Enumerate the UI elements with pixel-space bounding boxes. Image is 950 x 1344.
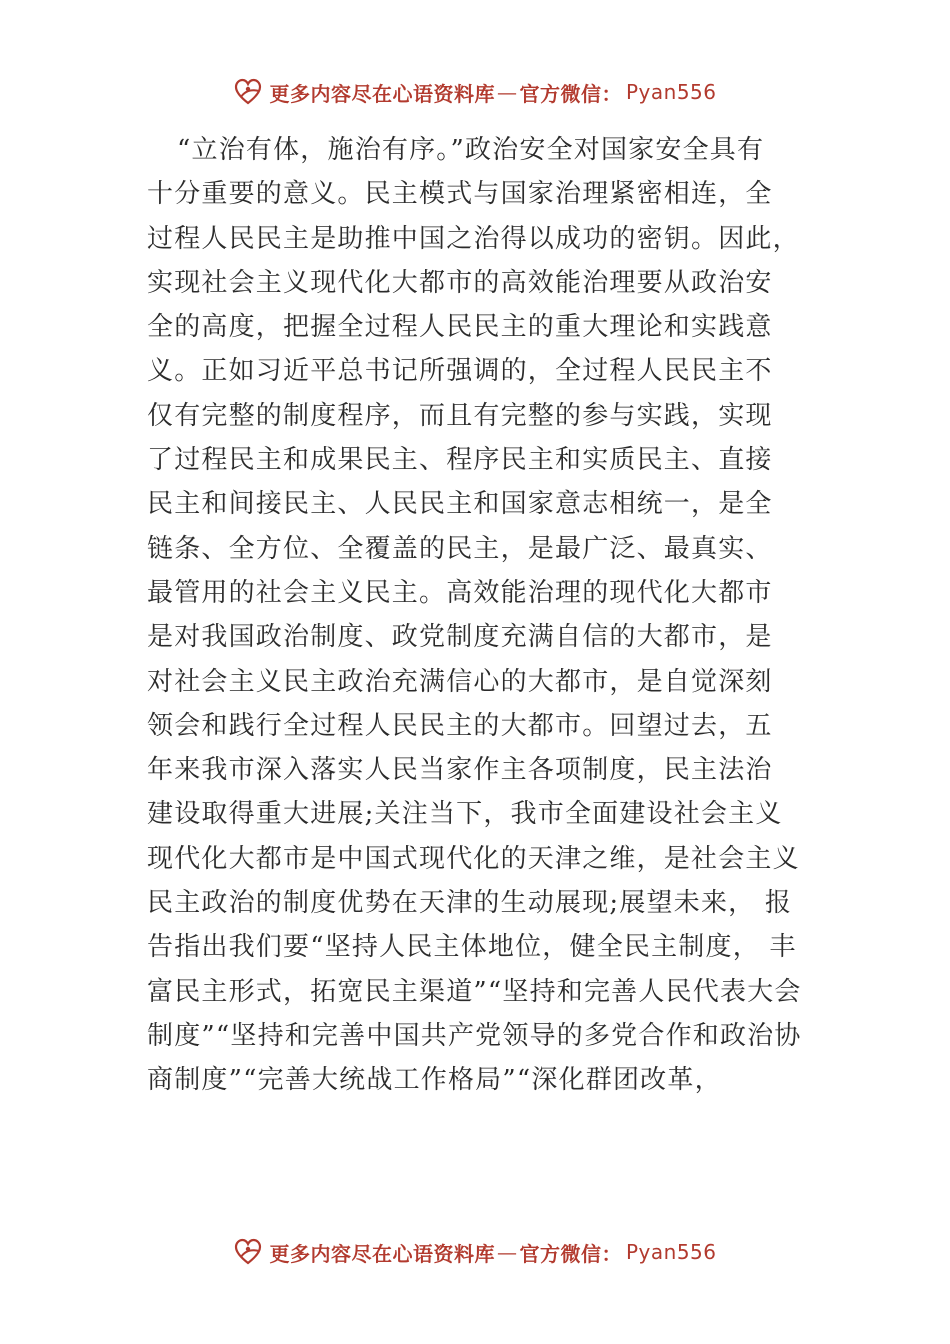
body-line: 全的高度，把握全过程人民民主的重大理论和实践意 [147,312,773,343]
body-line: 领会和践行全过程人民民主的大都市。回望过去，五 [147,710,773,741]
heart-ribbon-logo-icon [233,1237,263,1267]
body-line: 现代化大都市是中国式现代化的天津之维，是社会主义 [147,843,800,874]
body-line: 富民主形式，拓宽民主渠道”“坚持和完善人民代表大会 [147,976,802,1007]
footer-wechat-id: Pyan556 [625,1240,717,1264]
body-line: 建设取得重大进展;关注当下，我市全面建设社会主义 [147,799,783,830]
body-line: 义。正如习近平总书记所强调的，全过程人民民主不 [147,356,773,387]
heart-ribbon-logo-icon [233,77,263,107]
body-line: 年来我市深入落实人民当家作主各项制度，民主法治 [147,755,773,786]
header-wechat-label: 官方微信： [519,81,622,106]
body-line: 了过程民主和成果民主、程序民主和实质民主、直接 [147,445,773,476]
footer-wechat-label: 官方微信： [519,1241,622,1266]
header-wechat-id: Pyan556 [625,80,717,104]
header-banner [0,72,950,112]
body-line: “立治有体，施治有序。”政治安全对国家安全具有 [177,135,765,165]
body-line: 过程人民民主是助推中国之治得以成功的密钥。因此， [147,223,800,254]
body-line: 最管用的社会主义民主。高效能治理的现代化大都市 [147,577,773,608]
body-line: 告指出我们要“坚持人民主体地位，健全民主制度， 丰 [147,932,797,963]
body-line: 制度”“坚持和完善中国共产党领导的多党合作和政治协 [147,1020,802,1051]
body-line: 仅有完整的制度程序，而且有完整的参与实践，实现 [147,400,773,431]
body-line: 民主和间接民主、人民民主和国家意志相统一，是全 [147,489,773,520]
body-line: 商制度”“完善大统战工作格局”“深化群团改革， [147,1065,722,1096]
footer-brand-text: 更多内容尽在心语资料库 [269,1241,495,1266]
header-separator: — [496,80,518,104]
body-line: 十分重要的意义。民主模式与国家治理紧密相连，全 [147,179,773,210]
body-line: 链条、全方位、全覆盖的民主，是最广泛、最真实、 [147,533,773,564]
body-line: 实现社会主义现代化大都市的高效能治理要从政治安 [147,267,773,298]
footer-banner [0,1232,950,1272]
document-body [147,128,812,1103]
body-line: 是对我国政治制度、政党制度充满自信的大都市，是 [147,622,773,653]
header-brand-text: 更多内容尽在心语资料库 [269,81,495,106]
body-line: 对社会主义民主政治充满信心的大都市，是自觉深刻 [147,666,773,697]
footer-separator: — [496,1240,518,1264]
body-line: 民主政治的制度优势在天津的生动展现;展望未来， 报 [147,888,793,919]
